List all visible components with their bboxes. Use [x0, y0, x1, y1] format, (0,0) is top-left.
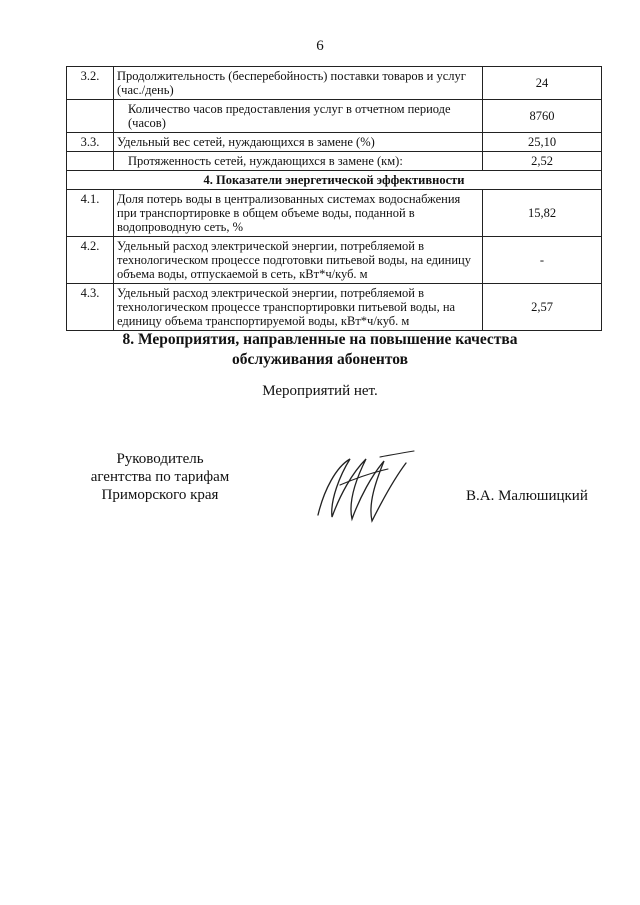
table-row	[67, 152, 602, 171]
page-number: 6	[316, 38, 324, 54]
row-label: Удельный расход электрической энергии, потребляемой в технологическом процессе транспортировки питьевой воды, на единицу объема транспортируемой воды, кВт*ч/куб. м	[114, 284, 483, 331]
row-number: 4.2.	[67, 237, 114, 284]
title-line: Руководитель	[116, 451, 204, 467]
row-number: 3.2.	[67, 67, 114, 100]
row-value: 2,57	[483, 284, 602, 331]
table-row	[67, 133, 602, 152]
row-value: 15,82	[483, 190, 602, 237]
row-label: Доля потерь воды в централизованных системах водоснабжения при транспортировке в общем объеме воды, поданной в водопроводную сеть, %	[114, 190, 483, 237]
title-line: агентства по тарифам	[90, 469, 230, 485]
indicators-table	[66, 66, 602, 331]
row-label: Протяженность сетей, нуждающихся в замене (км):	[114, 152, 483, 171]
row-value: 25,10	[483, 133, 602, 152]
row-label: Удельный расход электрической энергии, потребляемой в технологическом процессе подготовки питьевой воды, на единицу объема воды, отпускаемой в сеть, кВт*ч/куб. м	[114, 237, 483, 284]
row-value: 8760	[483, 100, 602, 133]
signatory-name: В.А. Малюшицкий	[466, 488, 588, 504]
table-section-row	[67, 171, 602, 190]
row-number	[67, 152, 114, 171]
section-title: 4. Показатели энергетической эффективности	[67, 171, 602, 190]
heading-line: 8. Мероприятия, направленные на повышение качества	[122, 331, 518, 348]
row-number: 4.3.	[67, 284, 114, 331]
no-measures-text: Мероприятий нет.	[262, 383, 378, 399]
row-number: 3.3.	[67, 133, 114, 152]
table-row	[67, 100, 602, 133]
handwritten-signature	[310, 445, 420, 525]
heading-line: обслуживания абонентов	[232, 351, 408, 368]
row-number: 4.1.	[67, 190, 114, 237]
row-number	[67, 100, 114, 133]
signatory-title	[60, 450, 260, 504]
section-heading	[0, 330, 640, 370]
table-row	[67, 190, 602, 237]
table-row	[67, 237, 602, 284]
table-row	[67, 67, 602, 100]
row-label: Удельный вес сетей, нуждающихся в замене (%)	[114, 133, 483, 152]
row-label: Продолжительность (бесперебойность) поставки товаров и услуг (час./день)	[114, 67, 483, 100]
row-label: Количество часов предоставления услуг в отчетном периоде (часов)	[114, 100, 483, 133]
title-line: Приморского края	[101, 487, 219, 503]
row-value: -	[483, 237, 602, 284]
row-value: 2,52	[483, 152, 602, 171]
table-row	[67, 284, 602, 331]
row-value: 24	[483, 67, 602, 100]
